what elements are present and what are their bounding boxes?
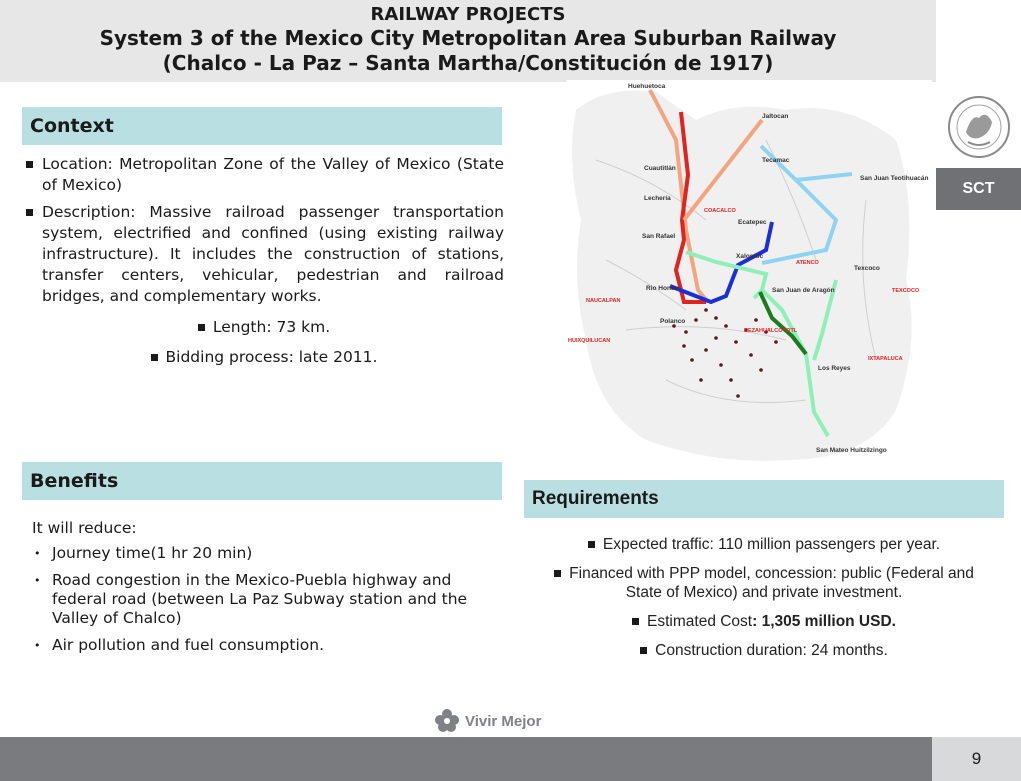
req-traffic-row <box>522 535 1006 554</box>
slide-header <box>0 0 936 82</box>
map-label: Los Reyes <box>818 365 851 372</box>
benefits-intro: It will reduce: <box>32 519 137 537</box>
req-financing-row <box>522 564 1006 602</box>
footer-bar <box>0 737 932 781</box>
vivir-mejor-text: Vivir Mejor <box>465 713 542 730</box>
requirements-body <box>522 535 1006 670</box>
req-duration-row <box>522 641 1006 660</box>
map-municipality: HUIXQUILUCAN <box>568 338 611 344</box>
context-length-row <box>24 317 504 338</box>
map-municipality: ATENCO <box>796 260 819 266</box>
req-financing: Financed with PPP model, concession: public (Federal and State of Mexico) and private investment. <box>569 565 974 601</box>
req-duration: Construction duration: 24 months. <box>655 642 888 659</box>
map-municipality: NEZAHUALCOYOTL <box>744 328 798 334</box>
context-location: Location: Metropolitan Zone of the Valley of Mexico (State of Mexico) <box>24 154 504 196</box>
req-traffic: Expected traffic: 110 million passengers per year. <box>602 536 941 553</box>
map-label: Lechería <box>644 195 671 202</box>
header-line-2: System 3 of the Mexico City Metropolitan Area Suburban Railway <box>99 26 837 50</box>
header-line-3: (Chalco - La Paz – Santa Martha/Constitución de 1917) <box>162 51 774 75</box>
map-label: Cuautitlán <box>644 165 676 172</box>
map-municipality: NAUCALPAN <box>586 298 621 304</box>
req-cost-label: Estimated Cost <box>647 613 753 630</box>
context-length: Length: 73 km. <box>212 318 331 336</box>
map-label: Jaltocan <box>762 113 789 120</box>
context-description: Description: Massive railroad passenger transportation system, electrified and confined (using existing railway infrastructure). It includes the construction of stations, transfer centers, vehicular, pedestrian and railroad bridges, and complementary works. <box>24 202 504 307</box>
header-line-1: RAILWAY PROJECTS <box>370 4 566 25</box>
railway-map <box>566 80 932 466</box>
page-number: 9 <box>932 737 1021 781</box>
requirements-heading: Requirements <box>524 480 1004 518</box>
sct-label: SCT <box>936 168 1021 210</box>
map-label: Huehuetoca <box>628 83 666 90</box>
context-body <box>24 154 504 368</box>
benefit-item: • Journey time(1 hr 20 min) <box>52 544 502 563</box>
map-label: Ecatepec <box>738 219 767 226</box>
map-label: Rio Hondo <box>646 285 679 292</box>
context-bidding-row <box>24 347 504 368</box>
req-cost-value: : 1,305 million USD. <box>752 613 896 630</box>
mexico-seal-icon <box>946 88 1012 166</box>
vivir-mejor-logo <box>433 705 563 735</box>
map-label: San Mateo Huitzilzingo <box>816 447 887 454</box>
benefit-item: • Road congestion in the Mexico-Puebla highway and federal road (between La Paz Subway station and the Valley of Chalco) <box>52 571 502 628</box>
map-label: San Juan de Aragón <box>772 287 835 294</box>
context-bidding: Bidding process: late 2011. <box>165 348 378 366</box>
map-label: San Juan Teotihuacán <box>860 175 929 182</box>
context-heading: Context <box>22 107 502 145</box>
map-label: Texcoco <box>854 265 880 272</box>
benefits-heading: Benefits <box>22 462 502 500</box>
map-municipality: TEXCOCO <box>892 288 920 294</box>
map-municipality: COACALCO <box>704 208 736 214</box>
benefits-body <box>32 519 502 663</box>
benefits-list <box>32 544 502 655</box>
map-label: Xalostoc <box>736 253 764 260</box>
map-label: Tecamac <box>762 157 790 164</box>
map-label: Polanco <box>660 318 686 325</box>
map-label: San Rafael <box>642 233 676 240</box>
benefit-item: • Air pollution and fuel consumption. <box>52 636 502 655</box>
req-cost-row <box>522 612 1006 631</box>
map-municipality: IXTAPALUCA <box>868 356 903 362</box>
